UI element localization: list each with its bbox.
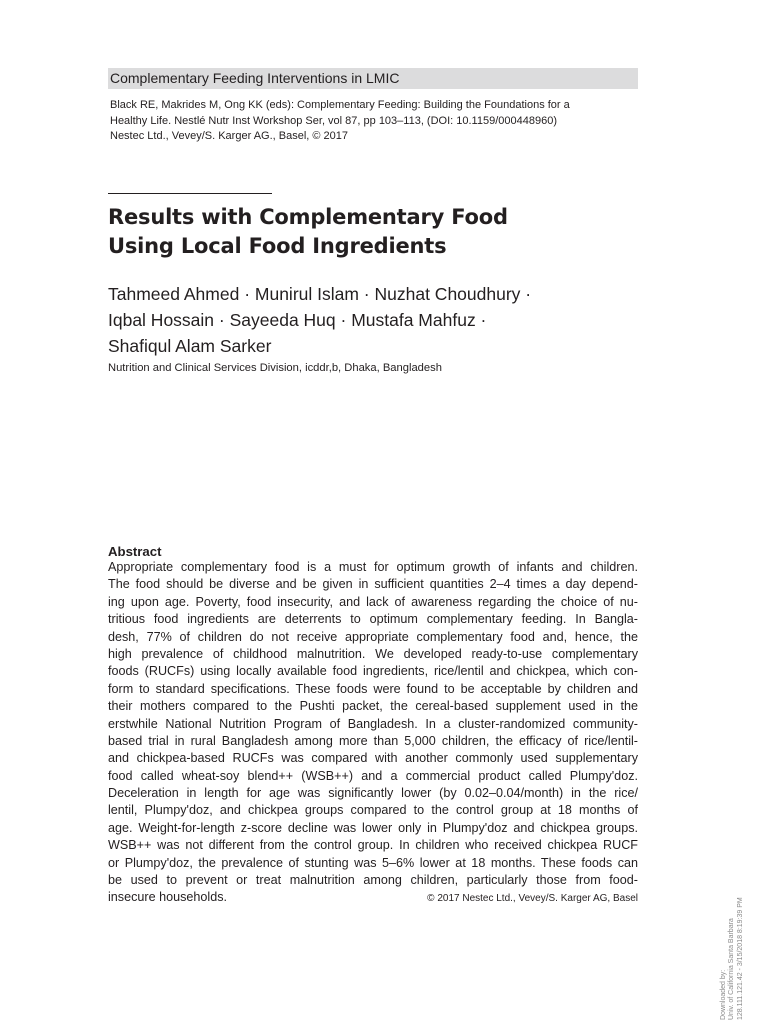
abstract-heading: Abstract	[108, 544, 162, 559]
abstract-line: food called wheat-soy blend++ (WSB++) and a commercial product called Plumpy'doz.	[108, 768, 638, 783]
abstract-line: Appropriate complementary food is a must for optimum growth of infants and children.	[108, 560, 638, 574]
abstract-line: tritious food ingredients are deterrents to optimum complementary feeding. In Bangla-	[108, 612, 638, 627]
abstract-line: ing upon age. Poverty, food insecurity, and lack of awareness regarding the choice of nu-	[108, 594, 638, 609]
abstract-body	[108, 559, 638, 907]
abstract-last-line	[108, 889, 638, 906]
author-line: Tahmeed Ahmed · Munirul Islam · Nuzhat Choudhury ·	[108, 284, 532, 304]
abstract-line: based trial in rural Bangladesh among more than 5,000 children, the efficacy of rice/lentil-	[108, 733, 638, 748]
abstract-line: insecure households.	[108, 890, 228, 905]
abstract-line: age. Weight-for-length z-score decline was lower only in Plumpy'doz and chickpea groups.	[108, 820, 638, 835]
citation-line: Nestec Ltd., Vevey/S. Karger AG., Basel, © 2017	[110, 130, 349, 142]
author-line: Shafiqul Alam Sarker	[108, 336, 272, 356]
abstract-line: and chickpea-based RUCFs was compared with another commonly used supplementary	[108, 751, 638, 766]
download-note	[720, 860, 745, 1020]
download-note-line: Univ. of California Santa Barbara	[728, 918, 736, 1020]
citation-line: Black RE, Makrides M, Ong KK (eds): Complementary Feeding: Building the Foundations for a	[110, 99, 570, 111]
abstract-line: foods (RUCFs) using locally available food ingredients, rice/lentil and chickpea, which con-	[108, 664, 638, 679]
citation-block	[110, 98, 640, 145]
abstract-line: be used to prevent or treat malnutrition among children, particularly those from food-	[108, 873, 638, 888]
title-divider	[108, 193, 272, 194]
copyright-notice: © 2017 Nestec Ltd., Vevey/S. Karger AG, Basel	[427, 893, 638, 905]
abstract-line: Deceleration in length for age was significantly lower (by 0.02–0.04/month) in the rice/	[108, 786, 638, 801]
abstract-line: high prevalence of childhood malnutrition. We developed ready-to-use complementary	[108, 646, 638, 661]
abstract-line: desh, 77% of children do not receive appropriate complementary food and, hence, the	[108, 629, 638, 644]
affiliation: Nutrition and Clinical Services Division, icddr,b, Dhaka, Bangladesh	[108, 362, 442, 374]
series-title: Complementary Feeding Interventions in LMIC	[110, 70, 400, 86]
download-note-line: 128.111.121.42 - 3/15/2018 8:19:39 PM	[736, 897, 744, 1020]
abstract-line: or Plumpy'doz, the prevalence of stunting was 5–6% lower at 18 months. These foods can	[108, 855, 638, 870]
article-title	[108, 203, 648, 261]
abstract-line: The food should be diverse and be given in sufficient quantities 2–4 times a day depend-	[108, 577, 638, 592]
author-line: Iqbal Hossain · Sayeeda Huq · Mustafa Mahfuz ·	[108, 310, 487, 330]
download-note-line: Downloaded by:	[720, 969, 727, 1020]
title-line: Results with Complementary Food	[108, 205, 508, 229]
abstract-line: their mothers compared to the Pushti packet, the cereal-based supplement used in the	[108, 699, 638, 714]
abstract-line: lentil, Plumpy'doz, and chickpea groups compared to the control group at 18 months of	[108, 803, 638, 818]
title-line: Using Local Food Ingredients	[108, 234, 447, 258]
abstract-line: erstwhile National Nutrition Program of Bangladesh. In a cluster-randomized community-	[108, 716, 638, 731]
author-list	[108, 281, 648, 359]
citation-line: Healthy Life. Nestlé Nutr Inst Workshop Ser, vol 87, pp 103–113, (DOI: 10.1159/000448960)	[110, 114, 557, 127]
abstract-line: WSB++ was not different from the control group. In children who received chickpea RUCF	[108, 838, 638, 853]
abstract-line: form to standard specifications. These foods were found to be acceptable by children and	[108, 681, 638, 696]
